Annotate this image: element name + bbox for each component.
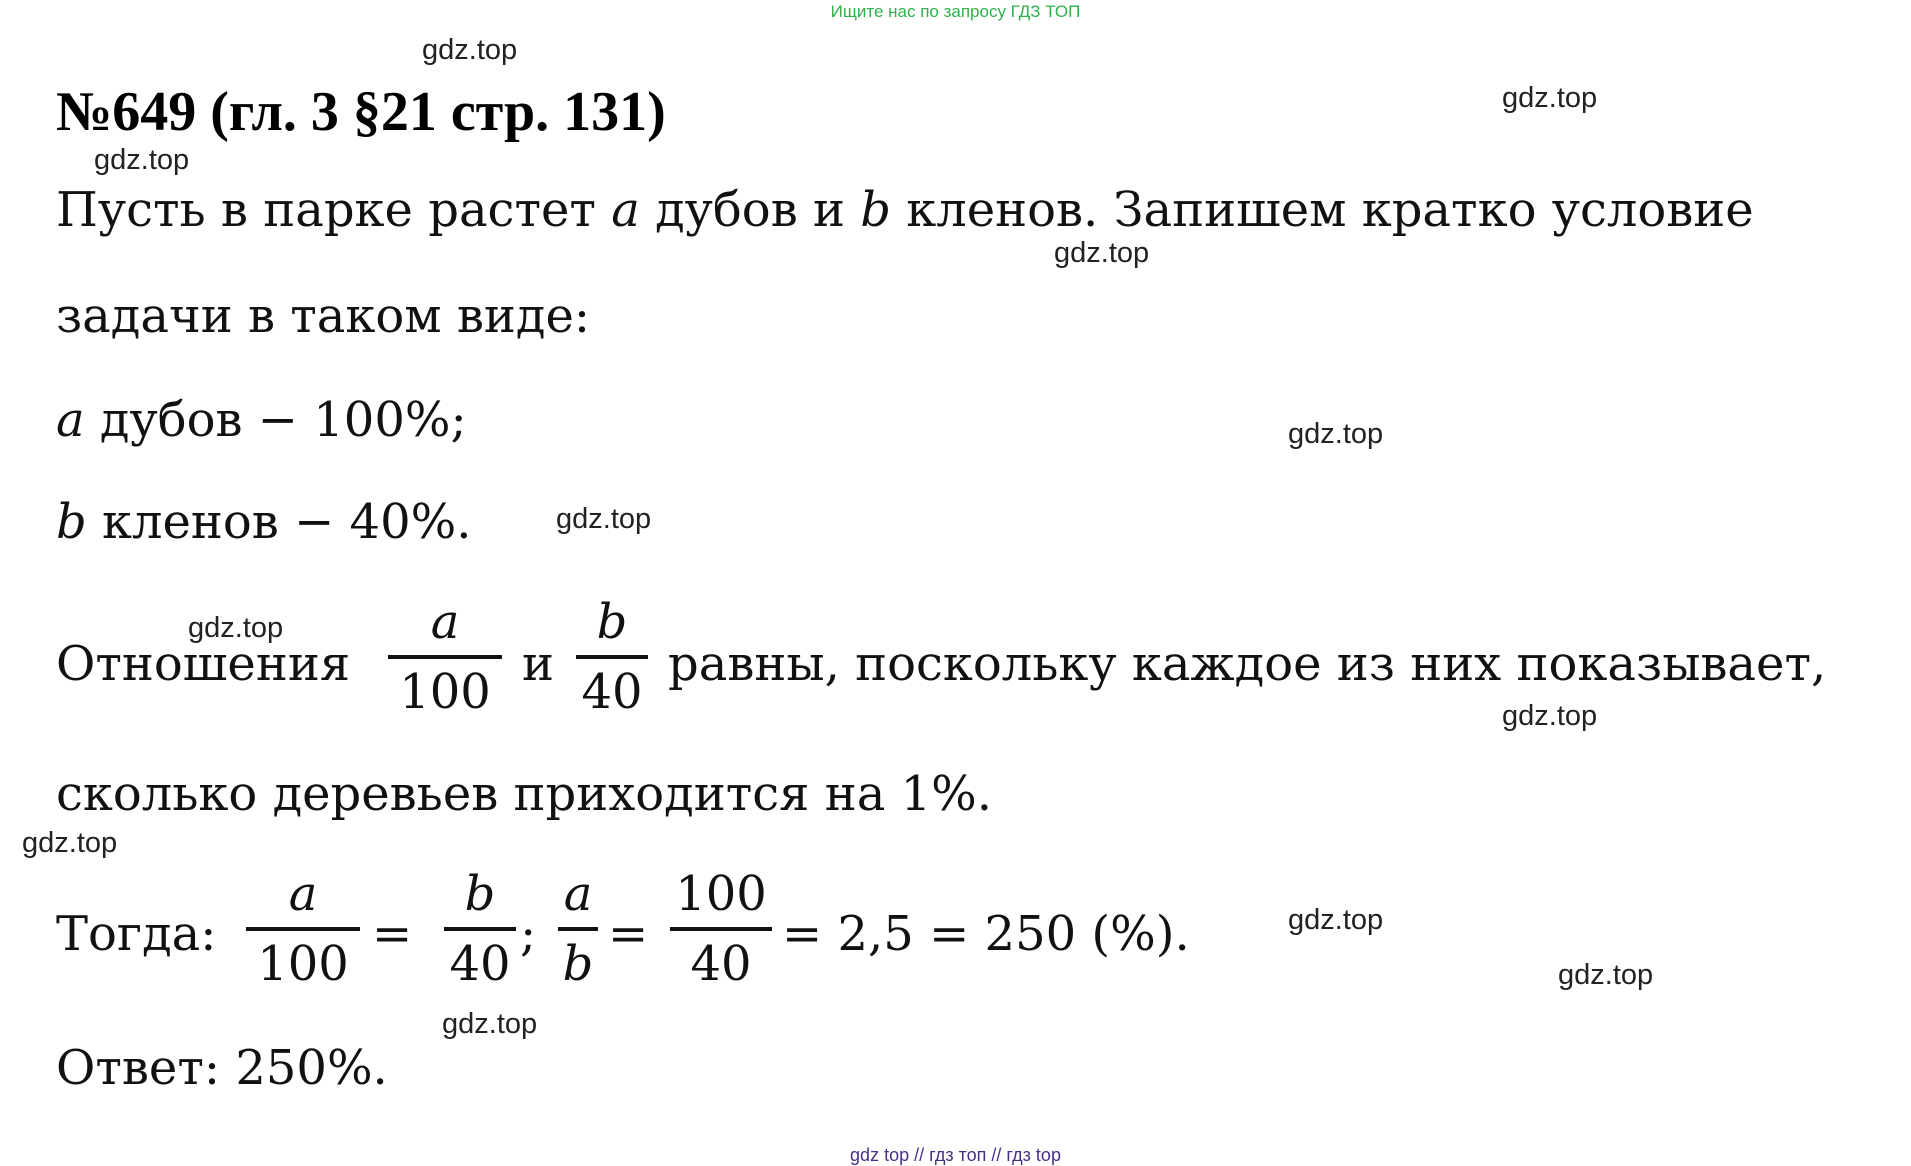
fraction-numerator: 100	[675, 866, 767, 922]
fraction-100-40	[670, 866, 772, 992]
top-banner[interactable]: Ищите нас по запросу ГДЗ ТОП	[830, 2, 1081, 21]
fraction-denominator: 40	[690, 936, 752, 992]
text-segment: равны, поскольку каждое из них показывает,	[668, 636, 1827, 692]
fraction-denominator: 40	[449, 936, 511, 992]
watermark: gdz.top	[1502, 700, 1598, 732]
paragraph-line: задачи в таком виде:	[56, 288, 591, 344]
text-segment: кленов. Запишем кратко условие	[890, 182, 1754, 238]
watermark: gdz.top	[1054, 237, 1150, 269]
fraction-bar	[388, 655, 502, 659]
variable-a: a	[56, 392, 85, 448]
fraction-a-b	[558, 866, 598, 992]
fraction-denominator: 40	[581, 664, 643, 720]
fraction-bar	[576, 655, 648, 659]
watermark: gdz.top	[1288, 904, 1384, 936]
paragraph-line	[56, 182, 1754, 238]
condition-item-b	[56, 494, 471, 550]
watermark: gdz.top	[442, 1008, 538, 1040]
watermark: gdz.top	[1558, 959, 1654, 991]
fraction-denominator: 100	[257, 936, 349, 992]
condition-item-a	[56, 392, 467, 448]
fraction-numerator: a	[563, 866, 593, 922]
fraction-a-100	[388, 594, 502, 720]
watermark: gdz.top	[1288, 418, 1384, 450]
text-segment: дубов и	[639, 182, 861, 238]
equals-sign: =	[608, 906, 649, 962]
fraction-a-100	[246, 866, 360, 992]
fraction-b-40	[444, 866, 516, 992]
fraction-bar	[670, 927, 772, 931]
text-segment: кленов − 40%.	[86, 494, 472, 550]
text-segment: Отношения	[56, 636, 351, 692]
fraction-bar	[444, 927, 516, 931]
fraction-bar	[558, 927, 598, 931]
fraction-b-40	[576, 594, 648, 720]
fraction-denominator: 100	[399, 664, 491, 720]
variable-b: b	[56, 494, 87, 550]
fraction-numerator: b	[596, 594, 628, 650]
text-segment: Тогда:	[56, 906, 217, 962]
text-segment: и	[522, 636, 554, 692]
fraction-numerator: b	[464, 866, 496, 922]
watermark: gdz.top	[94, 144, 190, 176]
watermark: gdz.top	[188, 612, 284, 644]
text-segment: Пусть в парке растет	[56, 182, 612, 238]
watermark: gdz.top	[556, 503, 652, 535]
watermark: gdz.top	[1502, 82, 1598, 114]
variable-a: a	[611, 182, 640, 238]
page-title: №649 (гл. 3 §21 стр. 131)	[56, 81, 666, 143]
answer: Ответ: 250%.	[56, 1040, 388, 1096]
result-text: = 2,5 = 250 (%).	[782, 906, 1190, 962]
paragraph-line: сколько деревьев приходится на 1%.	[56, 766, 992, 822]
fraction-bar	[246, 927, 360, 931]
text-segment: дубов − 100%;	[84, 392, 467, 448]
footer-links[interactable]: gdz top // гдз топ // гдз top	[850, 1145, 1061, 1165]
fraction-numerator: a	[288, 866, 318, 922]
variable-b: b	[860, 182, 891, 238]
fraction-denominator: b	[562, 936, 594, 992]
watermark: gdz.top	[22, 827, 118, 859]
fraction-numerator: a	[430, 594, 460, 650]
equals-sign: =	[372, 906, 413, 962]
watermark: gdz.top	[422, 34, 518, 66]
semicolon: ;	[520, 906, 537, 962]
